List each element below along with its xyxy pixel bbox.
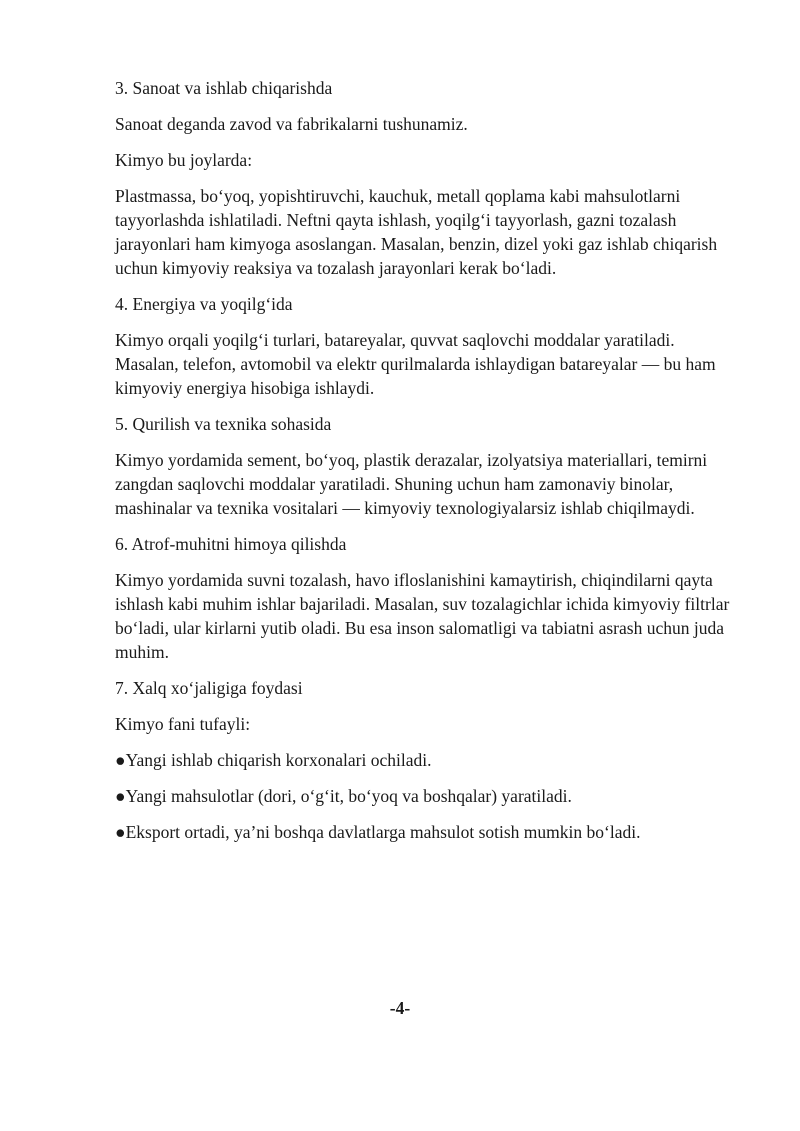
section-heading: 6. Atrof-muhitni himoya qilishda: [115, 534, 347, 554]
bullet-item: ●Eksport ortadi, ya’ni boshqa davlatlarga mahsulot sotish mumkin bo‘ladi.: [115, 822, 641, 842]
section-heading: 7. Xalq xo‘jaligiga foydasi: [115, 678, 303, 698]
paragraph: Plastmassa, bo‘yoq, yopishtiruvchi, kauchuk, metall qoplama kabi mahsulotlarni tayyorlashda ishlatiladi. Neftni qayta ishlash, yoqilg‘i tayyorlash, gazni tozalash jarayonlari ham kimyoga asoslangan. Masalan, benzin, dizel yoki gaz ishlab chiqarish uchun kimyoviy reaksiya va tozalash jarayonlari kerak bo‘ladi.: [115, 186, 718, 278]
document-body: [115, 76, 735, 856]
paragraph: Kimyo bu joylarda:: [115, 150, 253, 170]
section-heading: 3. Sanoat va ishlab chiqarishda: [115, 78, 333, 98]
paragraph: Sanoat deganda zavod va fabrikalarni tushunamiz.: [115, 114, 468, 134]
page-number: -4-: [389, 998, 411, 1018]
paragraph: Kimyo orqali yoqilg‘i turlari, batareyalar, quvvat saqlovchi moddalar yaratiladi. Masalan, telefon, avtomobil va elektr qurilmalarda ishlaydigan batareyalar — bu ham kimyoviy energiya hisobiga ishlaydi.: [115, 330, 716, 398]
bullet-item: ●Yangi mahsulotlar (dori, o‘g‘it, bo‘yoq va boshqalar) yaratiladi.: [115, 786, 572, 806]
section-heading: 4. Energiya va yoqilg‘ida: [115, 294, 293, 314]
section-heading: 5. Qurilish va texnika sohasida: [115, 414, 332, 434]
paragraph: Kimyo yordamida sement, bo‘yoq, plastik derazalar, izolyatsiya materiallari, temirni zangdan saqlovchi moddalar yaratiladi. Shuning uchun ham zamonaviy binolar, mashinalar va texnika vositalari — kimyoviy texnologiyalarsiz ishlab chiqilmaydi.: [115, 450, 708, 518]
paragraph: Kimyo yordamida suvni tozalash, havo ifloslanishini kamaytirish, chiqindilarni qayta ishlash kabi muhim ishlar bajariladi. Masalan, suv tozalagichlar ichida kimyoviy filtrlar bo‘ladi, ular kirlarni yutib oladi. Bu esa inson salomatligi va tabiatni asrash uchun juda muhim.: [115, 570, 730, 662]
bullet-item: ●Yangi ishlab chiqarish korxonalari ochiladi.: [115, 750, 432, 770]
paragraph: Kimyo fani tufayli:: [115, 714, 251, 734]
